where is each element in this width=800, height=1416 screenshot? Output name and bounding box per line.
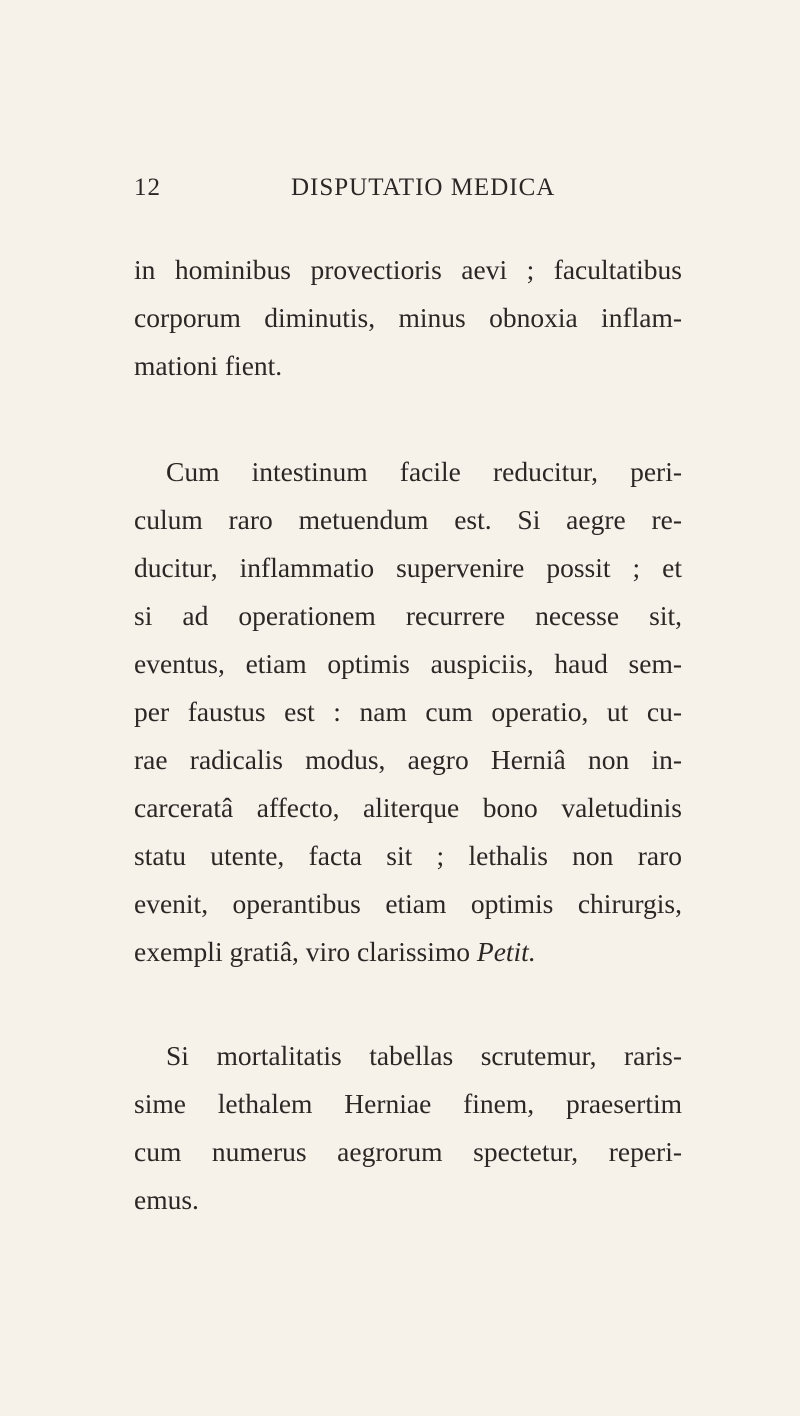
text-line: in hominibus provectioris aevi ; facultatibus xyxy=(134,254,682,285)
running-head-title: DISPUTATIO MEDICA xyxy=(291,174,556,201)
paragraph-3 xyxy=(134,1032,682,1224)
text-line: ducitur, inflammatio supervenire possit ; et xyxy=(134,552,682,583)
text-line: statu utente, facta sit ; lethalis non raro xyxy=(134,840,682,871)
author-name: Petit. xyxy=(476,936,536,967)
text-line: cum numerus aegrorum spectetur, reperi- xyxy=(134,1136,682,1167)
text-fragment: exempli gratiâ, viro clarissimo xyxy=(134,936,477,967)
text-line: sime lethalem Herniae finem, praesertim xyxy=(134,1088,682,1119)
paragraph-2 xyxy=(134,448,682,976)
paragraph-1 xyxy=(134,246,682,390)
text-line: carceratâ affecto, aliterque bono valetudinis xyxy=(134,792,682,823)
text-line: corporum diminutis, minus obnoxia inflam- xyxy=(134,302,682,333)
text-line: emus. xyxy=(134,1184,199,1215)
text-line: mationi fient. xyxy=(134,350,283,381)
body-text xyxy=(134,246,682,1224)
text-line: Cum intestinum facile reducitur, peri- xyxy=(166,456,682,487)
running-head xyxy=(134,174,678,204)
text-line: si ad operationem recurrere necesse sit, xyxy=(134,600,682,631)
text-line: culum raro metuendum est. Si aegre re- xyxy=(134,504,682,535)
text-line-final xyxy=(134,928,682,976)
text-line: per faustus est : nam cum operatio, ut cu- xyxy=(134,696,682,727)
text-line: Si mortalitatis tabellas scrutemur, raris- xyxy=(166,1040,682,1071)
page-number: 12 xyxy=(134,174,161,201)
text-line: evenit, operantibus etiam optimis chirurgis, xyxy=(134,888,682,919)
text-line: eventus, etiam optimis auspiciis, haud sem- xyxy=(134,648,682,679)
text-line: rae radicalis modus, aegro Herniâ non in- xyxy=(134,744,682,775)
